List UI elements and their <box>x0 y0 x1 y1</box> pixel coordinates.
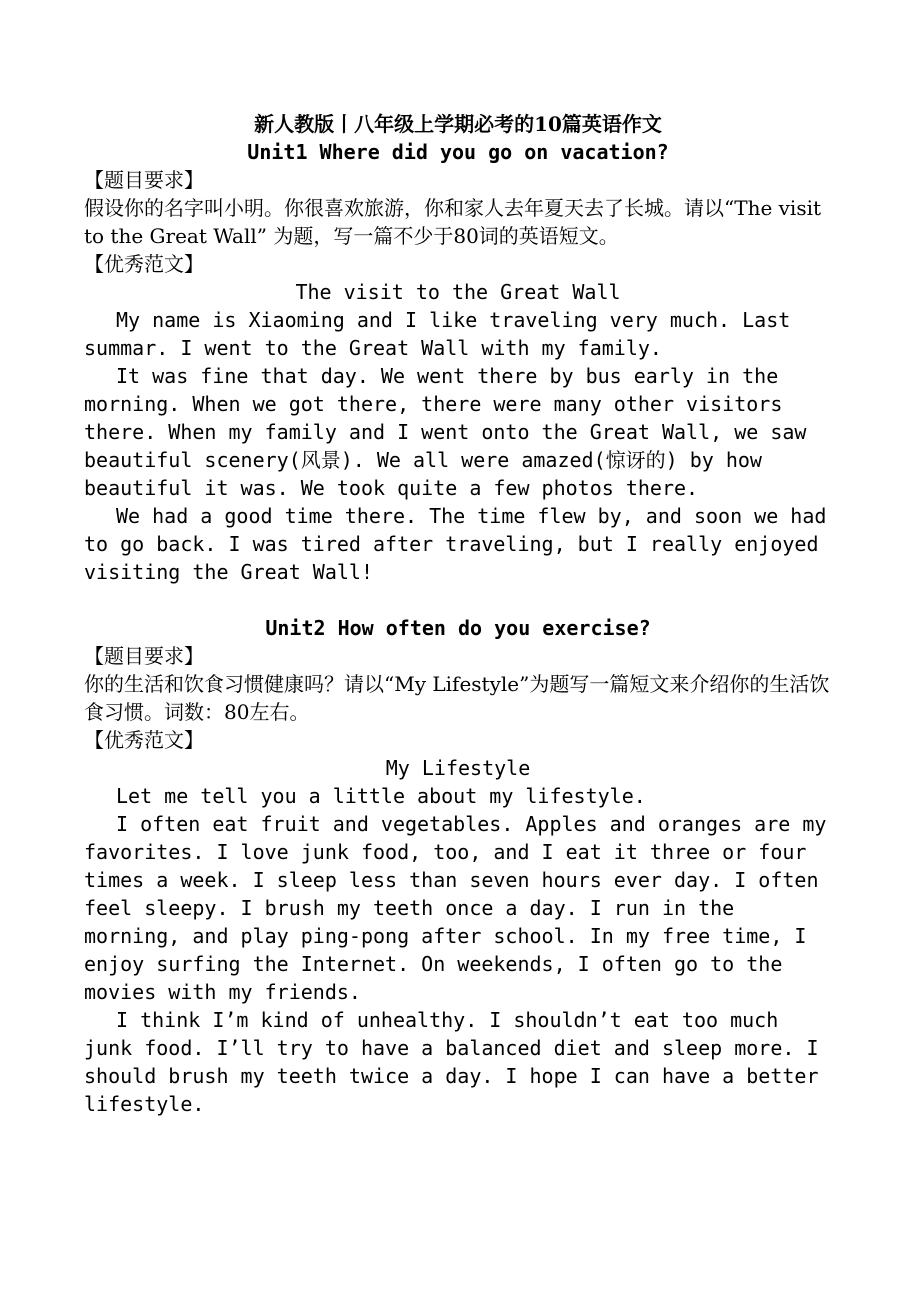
document-title: 新人教版丨八年级上学期必考的10篇英语作文 <box>254 112 662 136</box>
unit-2-paragraph-2: I often eat fruit and vegetables. Apples and oranges are my favorites. I love junk food, too, and I eat it three or four times a week. I sleep less than seven hours ever day. I often feel sleepy. I brush my teeth once a day. I run in the morning, and play ping-pong after school. In my free time, I enjoy surfing the Internet. On weekends, I often go to the movies with my friends. <box>84 812 827 1004</box>
unit-2-requirement-label: 【题目要求】 <box>84 644 204 668</box>
unit-2-paragraph-1: Let me tell you a little about my lifestyle. <box>116 784 646 808</box>
unit-1-requirement-label: 【题目要求】 <box>84 168 204 192</box>
unit-2-sample-label: 【优秀范文】 <box>84 728 204 752</box>
unit-2-title: Unit2 How often do you exercise? <box>265 616 651 640</box>
unit-2-requirement-text: 你的生活和饮食习惯健康吗？请以“My Lifestyle”为题写一篇短文来介绍你的生活饮食习惯。词数：80左右。 <box>84 672 830 724</box>
unit-2-essay-title: My Lifestyle <box>385 756 531 780</box>
unit-2-paragraph-3: I think I’m kind of unhealthy. I shouldn’t eat too much junk food. I’ll try to have a balanced diet and sleep more. I should brush my teeth twice a day. I hope I can have a better lifestyle. <box>84 1008 819 1116</box>
unit-1-paragraph-1: My name is Xiaoming and I like traveling very much. Last summar. I went to the Great Wall with my family. <box>84 308 791 360</box>
unit-1-essay-title: The visit to the Great Wall <box>295 280 621 304</box>
unit-2-section <box>84 614 832 1118</box>
unit-1-paragraph-2: It was fine that day. We went there by bus early in the morning. When we got there, there were many other visitors there. When my family and I went onto the Great Wall, we saw beautiful scenery(风景). We all were amazed(惊讶的) by how beautiful it was. We took quite a few photos there. <box>84 364 807 500</box>
section-spacer <box>84 586 832 614</box>
unit-1-sample-label: 【优秀范文】 <box>84 252 204 276</box>
unit-1-requirement-text: 假设你的名字叫小明。你很喜欢旅游，你和家人去年夏天去了长城。请以“The visit to the Great Wall” 为题，写一篇不少于80词的英语短文。 <box>84 196 828 248</box>
unit-1-title: Unit1 Where did you go on vacation? <box>247 140 669 164</box>
unit-1-section <box>84 138 832 586</box>
unit-1-paragraph-3: We had a good time there. The time flew by, and soon we had to go back. I was tired after traveling, but I really enjoyed visiting the Great Wall! <box>84 504 827 584</box>
document-page <box>84 110 832 1118</box>
